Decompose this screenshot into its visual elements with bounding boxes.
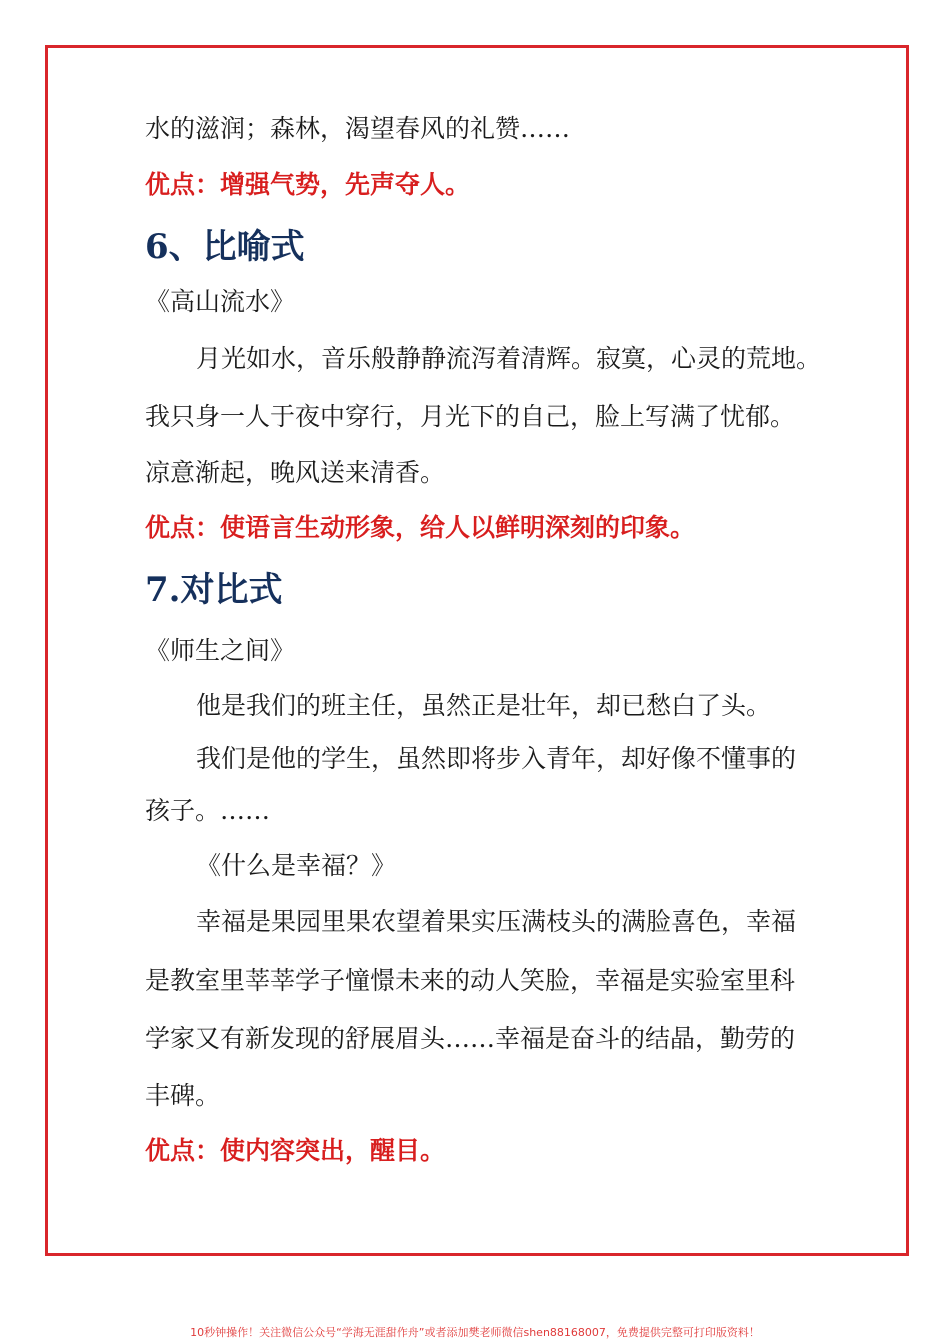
paragraph-text: 我只身一人于夜中穿行，月光下的自己，脸上写满了忧郁。	[145, 402, 796, 431]
paragraph-text: 水的滋润；森林，渴望春风的礼赞……	[145, 114, 571, 143]
paragraph-text: 我们是他的学生，虽然即将步入青年，却好像不懂事的	[196, 744, 797, 773]
essay-title: 《高山流水》	[145, 287, 296, 316]
paragraph-text: 丰碑。	[145, 1081, 221, 1110]
paragraph-text: 凉意渐起，晚风送来清香。	[145, 458, 446, 487]
section-heading-6: 6、比喻式	[145, 227, 305, 267]
footer-note: 10秒钟操作！关注微信公众号“学海无涯甜作舟”或者添加樊老师微信shen88168007，免费提供完整可打印版资料！	[190, 1326, 760, 1339]
advantage-note: 优点：增强气势，先声夺人。	[145, 170, 471, 199]
paragraph-text: 学家又有新发现的舒展眉头……幸福是奋斗的结晶，勤劳的	[145, 1024, 796, 1053]
paragraph-text: 月光如水，音乐般静静流泻着清辉。寂寞，心灵的荒地。	[196, 344, 822, 373]
section-heading-7: 7.对比式	[145, 570, 283, 610]
paragraph-text: 是教室里莘莘学子憧憬未来的动人笑脸，幸福是实验室里科	[145, 966, 796, 995]
paragraph-text: 幸福是果园里果农望着果实压满枝头的满脸喜色，幸福	[196, 907, 797, 936]
essay-title: 《师生之间》	[145, 636, 296, 665]
paragraph-text: 他是我们的班主任，虽然正是壮年，却已愁白了头。	[196, 691, 772, 720]
advantage-note: 优点：使内容突出，醒目。	[145, 1136, 446, 1165]
essay-title: 《什么是幸福？》	[196, 851, 397, 880]
advantage-note: 优点：使语言生动形象，给人以鲜明深刻的印象。	[145, 513, 696, 542]
paragraph-text: 孩子。……	[145, 796, 271, 825]
